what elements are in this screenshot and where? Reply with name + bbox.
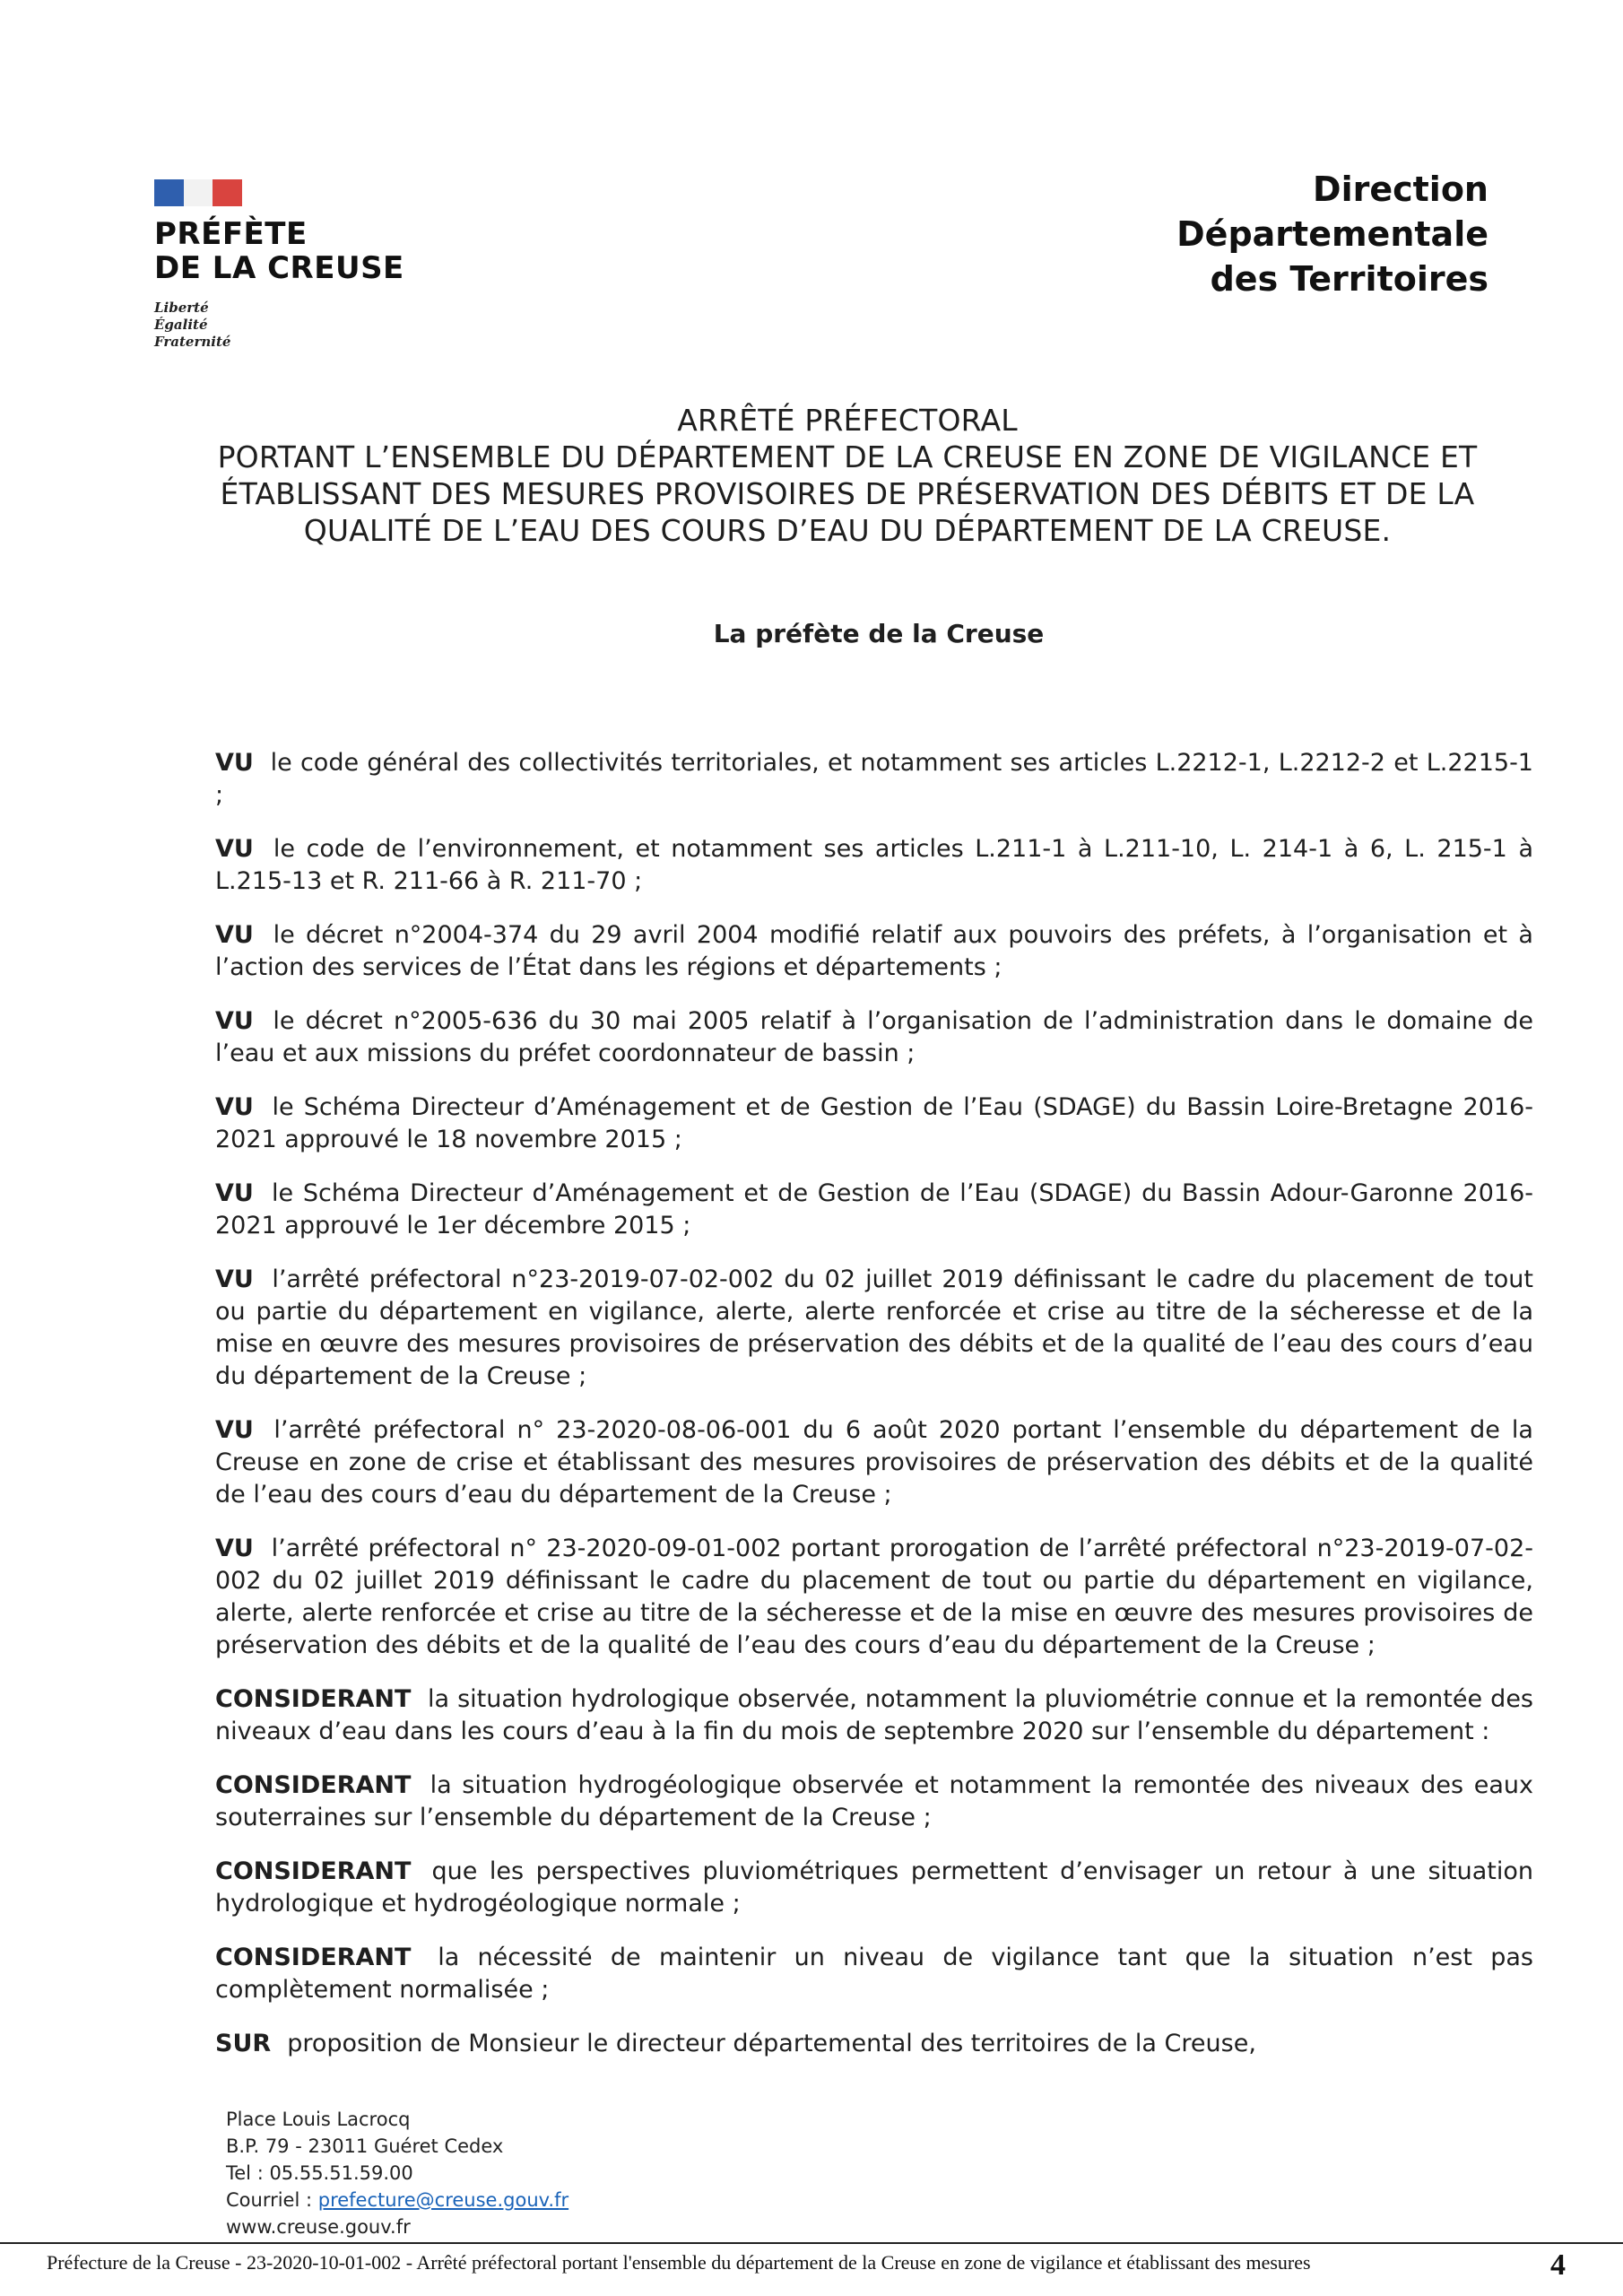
document-title — [179, 402, 1515, 549]
address-line-1: Place Louis Lacrocq — [226, 2109, 411, 2130]
paragraph-text: le code général des collectivités territoriales, et notamment ses articles L.2212-1, L.2212-2 et L.2215-1 ; — [215, 749, 1533, 809]
paragraph-keyword: VU — [215, 921, 254, 949]
paragraph-keyword: CONSIDERANT — [215, 1685, 412, 1713]
paragraph-vu-1 — [215, 747, 1533, 812]
paragraph-keyword: VU — [215, 1535, 254, 1562]
motto-egalite: Égalité — [154, 317, 208, 333]
paragraph-keyword: SUR — [215, 2030, 272, 2057]
footer-reference: Préfecture de la Creuse - 23-2020-10-01-002 - Arrêté préfectoral portant l'ensemble du département de la Creuse en zone de vigilance et établissant des mesures — [47, 2251, 1311, 2274]
paragraph-considerant-4 — [215, 1942, 1533, 2006]
flag-white-band — [184, 179, 213, 206]
email-line — [226, 2187, 692, 2213]
direction-line-3: des Territoires — [1210, 259, 1488, 299]
prefecture-logo-block — [154, 179, 423, 351]
paragraph-keyword: VU — [215, 1179, 254, 1207]
direction-line-2: Départementale — [1176, 214, 1488, 254]
email-label: Courriel : — [226, 2189, 318, 2211]
paragraph-considerant-1 — [215, 1683, 1533, 1748]
address-line-2: B.P. 79 - 23011 Guéret Cedex — [226, 2135, 504, 2157]
paragraph-vu-5 — [215, 1091, 1533, 1156]
paragraph-text: le Schéma Directeur d’Aménagement et de Gestion de l’Eau (SDAGE) du Bassin Loire-Bretagne 2016-2021 approuvé le 18 novembre 2015 ; — [215, 1093, 1533, 1153]
paragraph-text: l’arrêté préfectoral n° 23-2020-09-01-002 portant prorogation de l’arrêté préfectoral n°23-2019-07-02-002 du 02 juillet 2019 définissant le cadre du placement de tout ou partie du département en vigilance, alerte, alerte renforcée et crise au titre de la sécheresse et de la mise en œuvre des mesures provisoires de préservation des débits et de la qualité de l’eau des cours d’eau du département de la Creuse ; — [215, 1535, 1533, 1659]
paragraph-text: le décret n°2004-374 du 29 avril 2004 modifié relatif aux pouvoirs des préfets, à l’organisation et à l’action des services de l’État dans les régions et départements ; — [215, 921, 1533, 981]
republic-motto — [154, 300, 423, 351]
paragraph-vu-2 — [215, 833, 1533, 898]
title-line-4: QUALITÉ DE L’EAU DES COURS D’EAU DU DÉPARTEMENT DE LA CREUSE. — [303, 513, 1392, 548]
page-number: 4 — [1550, 2248, 1566, 2282]
paragraph-keyword: CONSIDERANT — [215, 1857, 412, 1885]
paragraph-text: la nécessité de maintenir un niveau de vigilance tant que la situation n’est pas complètement normalisée ; — [215, 1944, 1533, 2004]
paragraph-text: la situation hydrologique observée, notamment la pluviométrie connue et la remontée des niveaux d’eau dans les cours d’eau à la fin du mois de septembre 2020 sur l’ensemble du département : — [215, 1685, 1534, 1745]
paragraph-keyword: VU — [215, 749, 254, 777]
prefecture-line-1: PRÉFÈTE — [154, 216, 308, 252]
paragraph-text: proposition de Monsieur le directeur départemental des territoires de la Creuse, — [287, 2030, 1256, 2057]
direction-line-1: Direction — [1313, 170, 1488, 209]
website-link[interactable]: www.creuse.gouv.fr — [226, 2216, 411, 2238]
title-line-3: ÉTABLISSANT DES MESURES PROVISOIRES DE PRÉSERVATION DES DÉBITS ET DE LA — [220, 476, 1475, 511]
document-subtitle: La préfète de la Creuse — [713, 619, 1045, 648]
paragraph-keyword: VU — [215, 835, 254, 863]
paragraph-sur — [215, 2028, 1533, 2060]
paragraph-keyword: VU — [215, 1093, 254, 1121]
paragraph-keyword: CONSIDERANT — [215, 1771, 412, 1799]
paragraph-text: la situation hydrogéologique observée et notamment la remontée des niveaux des eaux souterraines sur l’ensemble du département de la Creuse ; — [215, 1771, 1533, 1831]
paragraph-keyword: VU — [215, 1007, 254, 1035]
paragraph-text: que les perspectives pluviométriques permettent d’envisager un retour à une situation hydrologique et hydrogéologique normale ; — [215, 1857, 1533, 1918]
paragraph-vu-3 — [215, 919, 1533, 984]
paragraph-vu-6 — [215, 1178, 1533, 1242]
french-flag-icon — [154, 179, 242, 206]
paragraph-considerant-2 — [215, 1770, 1533, 1834]
prefecture-line-2: DE LA CREUSE — [154, 250, 404, 286]
phone-line: Tel : 05.55.51.59.00 — [226, 2162, 413, 2184]
paragraph-keyword: VU — [215, 1265, 254, 1293]
title-line-1: ARRÊTÉ PRÉFECTORAL — [677, 403, 1018, 438]
paragraph-vu-7 — [215, 1264, 1533, 1393]
paragraph-text: l’arrêté préfectoral n° 23-2020-08-06-001 du 6 août 2020 portant l’ensemble du département de la Creuse en zone de crise et établissant des mesures provisoires de préservation des débits et de la qualité de l’eau des cours d’eau du département de la Creuse ; — [215, 1416, 1533, 1509]
paragraph-considerant-3 — [215, 1856, 1533, 1920]
motto-liberte: Liberté — [154, 300, 209, 316]
paragraph-text: le Schéma Directeur d’Aménagement et de Gestion de l’Eau (SDAGE) du Bassin Adour-Garonne 2016-2021 approuvé le 1er décembre 2015 ; — [215, 1179, 1533, 1239]
paragraph-keyword: VU — [215, 1416, 254, 1444]
paragraph-keyword: CONSIDERANT — [215, 1944, 412, 1971]
flag-blue-band — [154, 179, 184, 206]
contact-block — [226, 2106, 692, 2240]
paragraph-vu-4 — [215, 1005, 1533, 1070]
paragraph-text: l’arrêté préfectoral n°23-2019-07-02-002 du 02 juillet 2019 définissant le cadre du placement de tout ou partie du département en vigilance, alerte, alerte renforcée et crise au titre de la sécheresse et de la mise en œuvre des mesures provisoires de préservation des débits et de la qualité de l’eau des cours d’eau du département de la Creuse ; — [215, 1265, 1533, 1390]
document-body — [215, 747, 1533, 2082]
title-line-2: PORTANT L’ENSEMBLE DU DÉPARTEMENT DE LA CREUSE EN ZONE DE VIGILANCE ET — [217, 439, 1478, 474]
flag-red-band — [213, 179, 242, 206]
motto-fraternite: Fraternité — [154, 334, 231, 350]
paragraph-text: le décret n°2005-636 du 30 mai 2005 relatif à l’organisation de l’administration dans le domaine de l’eau et aux missions du préfet coordonnateur de bassin ; — [215, 1007, 1533, 1067]
paragraph-vu-8 — [215, 1414, 1533, 1511]
footer-divider — [0, 2242, 1623, 2244]
email-link[interactable]: prefecture@creuse.gouv.fr — [317, 2189, 569, 2211]
paragraph-vu-9 — [215, 1533, 1533, 1662]
paragraph-text: le code de l’environnement, et notamment ses articles L.211-1 à L.211-10, L. 214-1 à 6, L. 215-1 à L.215-13 et R. 211-66 à R. 211-70 ; — [215, 835, 1533, 895]
prefecture-name — [154, 217, 423, 285]
direction-header — [1094, 167, 1488, 301]
